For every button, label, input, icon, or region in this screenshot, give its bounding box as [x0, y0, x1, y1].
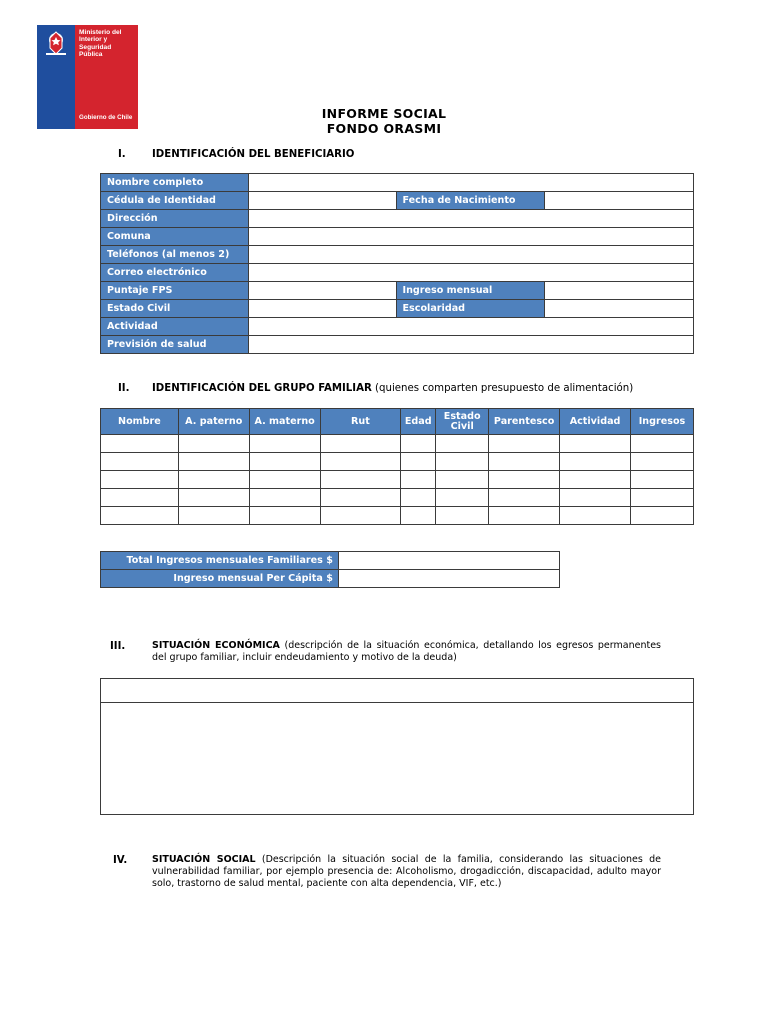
table-row — [101, 210, 694, 228]
section-4-note: (Descripción la situación social de la familia, considerando las situaciones de vulnerabilidad familiar, por ejemplo presencia de: Alcoholismo, drogadicción, discapacidad, adulto mayor solo, trastorno de salud mental, paciente con alta dependencia, VIF, etc.) — [152, 854, 661, 889]
field-input-comuna[interactable] — [248, 228, 693, 246]
table-cell[interactable] — [560, 453, 631, 471]
table-cell[interactable] — [489, 471, 560, 489]
beneficiary-table — [100, 173, 694, 354]
section-1-number: I. — [118, 149, 126, 160]
field-label-telefonos: Teléfonos (al menos 2) — [101, 246, 249, 264]
field-label-direccion: Dirección — [101, 210, 249, 228]
table-cell[interactable] — [631, 489, 694, 507]
table-row — [101, 570, 560, 588]
field-input-prevision[interactable] — [248, 336, 693, 354]
economic-situation-header-field[interactable] — [101, 679, 694, 703]
table-cell[interactable] — [320, 489, 401, 507]
table-cell[interactable] — [560, 507, 631, 525]
table-cell[interactable] — [249, 435, 320, 453]
table-row — [101, 435, 694, 453]
table-cell[interactable] — [436, 507, 489, 525]
ministry-line: Pública — [79, 51, 103, 59]
table-cell[interactable] — [178, 489, 249, 507]
table-row — [101, 679, 694, 703]
table-cell[interactable] — [101, 435, 179, 453]
field-input-ingreso-mensual[interactable] — [545, 282, 694, 300]
field-label-escolaridad: Escolaridad — [396, 300, 545, 318]
column-header: Actividad — [560, 409, 631, 435]
table-cell[interactable] — [631, 435, 694, 453]
field-label-prevision: Previsión de salud — [101, 336, 249, 354]
table-cell[interactable] — [401, 435, 436, 453]
per-capita-income-input[interactable] — [338, 570, 559, 588]
table-cell[interactable] — [320, 471, 401, 489]
table-row — [101, 552, 560, 570]
table-cell[interactable] — [560, 471, 631, 489]
table-row — [101, 264, 694, 282]
ministry-line: Interior y — [79, 36, 108, 44]
document-subtitle: FONDO ORASMI — [326, 121, 442, 136]
field-input-nombre[interactable] — [248, 174, 693, 192]
column-header: Nombre — [101, 409, 179, 435]
table-cell[interactable] — [436, 453, 489, 471]
ministry-name — [79, 29, 122, 59]
section-2-heading — [152, 383, 633, 394]
table-cell[interactable] — [178, 507, 249, 525]
field-label-actividad: Actividad — [101, 318, 249, 336]
table-row — [101, 300, 694, 318]
column-header: Parentesco — [489, 409, 560, 435]
section-1-heading — [152, 149, 354, 160]
table-cell[interactable] — [489, 435, 560, 453]
total-income-label: Total Ingresos mensuales Familiares $ — [101, 552, 339, 570]
field-input-direccion[interactable] — [248, 210, 693, 228]
section-2-title: IDENTIFICACIÓN DEL GRUPO FAMILIAR — [152, 383, 372, 394]
table-cell[interactable] — [320, 453, 401, 471]
table-cell[interactable] — [489, 453, 560, 471]
per-capita-income-label: Ingreso mensual Per Cápita $ — [101, 570, 339, 588]
economic-situation-box — [100, 678, 694, 815]
table-cell[interactable] — [436, 471, 489, 489]
table-cell[interactable] — [436, 435, 489, 453]
column-header: A. materno — [249, 409, 320, 435]
table-cell[interactable] — [249, 453, 320, 471]
table-cell[interactable] — [101, 471, 179, 489]
table-cell[interactable] — [320, 435, 401, 453]
field-label-ingreso-mensual: Ingreso mensual — [396, 282, 545, 300]
table-header-row — [101, 409, 694, 435]
section-2-number: II. — [118, 383, 130, 394]
table-cell[interactable] — [101, 489, 179, 507]
table-row — [101, 453, 694, 471]
section-4-title: SITUACIÓN SOCIAL — [152, 854, 256, 865]
table-row — [101, 228, 694, 246]
coat-of-arms-icon — [40, 28, 72, 60]
table-cell[interactable] — [436, 489, 489, 507]
table-row — [101, 246, 694, 264]
field-input-estado-civil[interactable] — [248, 300, 396, 318]
table-cell[interactable] — [178, 435, 249, 453]
section-1-title: IDENTIFICACIÓN DEL BENEFICIARIO — [152, 149, 355, 160]
table-row — [101, 192, 694, 210]
table-cell[interactable] — [489, 507, 560, 525]
table-cell[interactable] — [631, 507, 694, 525]
ministry-line: Ministerio del — [79, 29, 122, 36]
table-row — [101, 489, 694, 507]
table-cell[interactable] — [631, 471, 694, 489]
section-4-number: IV. — [113, 855, 128, 866]
field-input-fecha-nacimiento[interactable] — [545, 192, 694, 210]
field-label-estado-civil: Estado Civil — [101, 300, 249, 318]
column-header: A. paterno — [178, 409, 249, 435]
field-input-cedula[interactable] — [248, 192, 396, 210]
table-cell[interactable] — [401, 489, 436, 507]
table-cell[interactable] — [631, 453, 694, 471]
income-totals-table — [100, 551, 560, 588]
table-row — [101, 336, 694, 354]
table-cell[interactable] — [249, 471, 320, 489]
government-label: Gobierno de Chile — [79, 114, 133, 121]
table-cell[interactable] — [401, 453, 436, 471]
table-cell[interactable] — [249, 507, 320, 525]
section-3-number: III. — [110, 641, 126, 652]
section-4-text — [152, 854, 661, 890]
table-cell[interactable] — [320, 507, 401, 525]
table-cell[interactable] — [101, 507, 179, 525]
family-group-table — [100, 408, 694, 525]
column-header: Rut — [320, 409, 401, 435]
table-cell[interactable] — [178, 453, 249, 471]
column-header: Edad — [401, 409, 436, 435]
field-label-correo: Correo electrónico — [101, 264, 249, 282]
field-label-fecha-nacimiento: Fecha de Nacimiento — [396, 192, 545, 210]
table-cell[interactable] — [489, 489, 560, 507]
table-cell[interactable] — [560, 489, 631, 507]
column-header: Ingresos — [631, 409, 694, 435]
field-input-escolaridad[interactable] — [545, 300, 694, 318]
table-cell[interactable] — [178, 471, 249, 489]
section-3-text — [152, 640, 661, 664]
table-row — [101, 471, 694, 489]
field-label-comuna: Comuna — [101, 228, 249, 246]
field-label-puntaje-fps: Puntaje FPS — [101, 282, 249, 300]
column-header: Estado Civil — [436, 409, 489, 435]
section-2-note: (quienes comparten presupuesto de alimentación) — [371, 383, 634, 394]
field-input-correo[interactable] — [248, 264, 693, 282]
section-3-note: (descripción de la situación económica, detallando los egresos permanentes del grupo familiar, incluir endeudamiento y motivo de la deuda) — [152, 640, 661, 663]
economic-situation-textarea[interactable] — [101, 703, 694, 815]
table-row — [101, 507, 694, 525]
table-row — [101, 174, 694, 192]
table-cell[interactable] — [401, 507, 436, 525]
section-3-title: SITUACIÓN ECONÓMICA — [152, 640, 280, 651]
table-cell[interactable] — [101, 453, 179, 471]
field-input-puntaje-fps[interactable] — [248, 282, 396, 300]
table-row — [101, 703, 694, 815]
table-cell[interactable] — [560, 435, 631, 453]
ministry-line: Seguridad — [79, 43, 112, 51]
table-cell[interactable] — [401, 471, 436, 489]
table-row — [101, 282, 694, 300]
field-input-actividad[interactable] — [248, 318, 693, 336]
total-income-input[interactable] — [338, 552, 559, 570]
field-input-telefonos[interactable] — [248, 246, 693, 264]
table-row — [101, 318, 694, 336]
document-title: INFORME SOCIAL — [321, 106, 447, 121]
table-cell[interactable] — [249, 489, 320, 507]
field-label-cedula: Cédula de Identidad — [101, 192, 249, 210]
field-label-nombre: Nombre completo — [101, 174, 249, 192]
